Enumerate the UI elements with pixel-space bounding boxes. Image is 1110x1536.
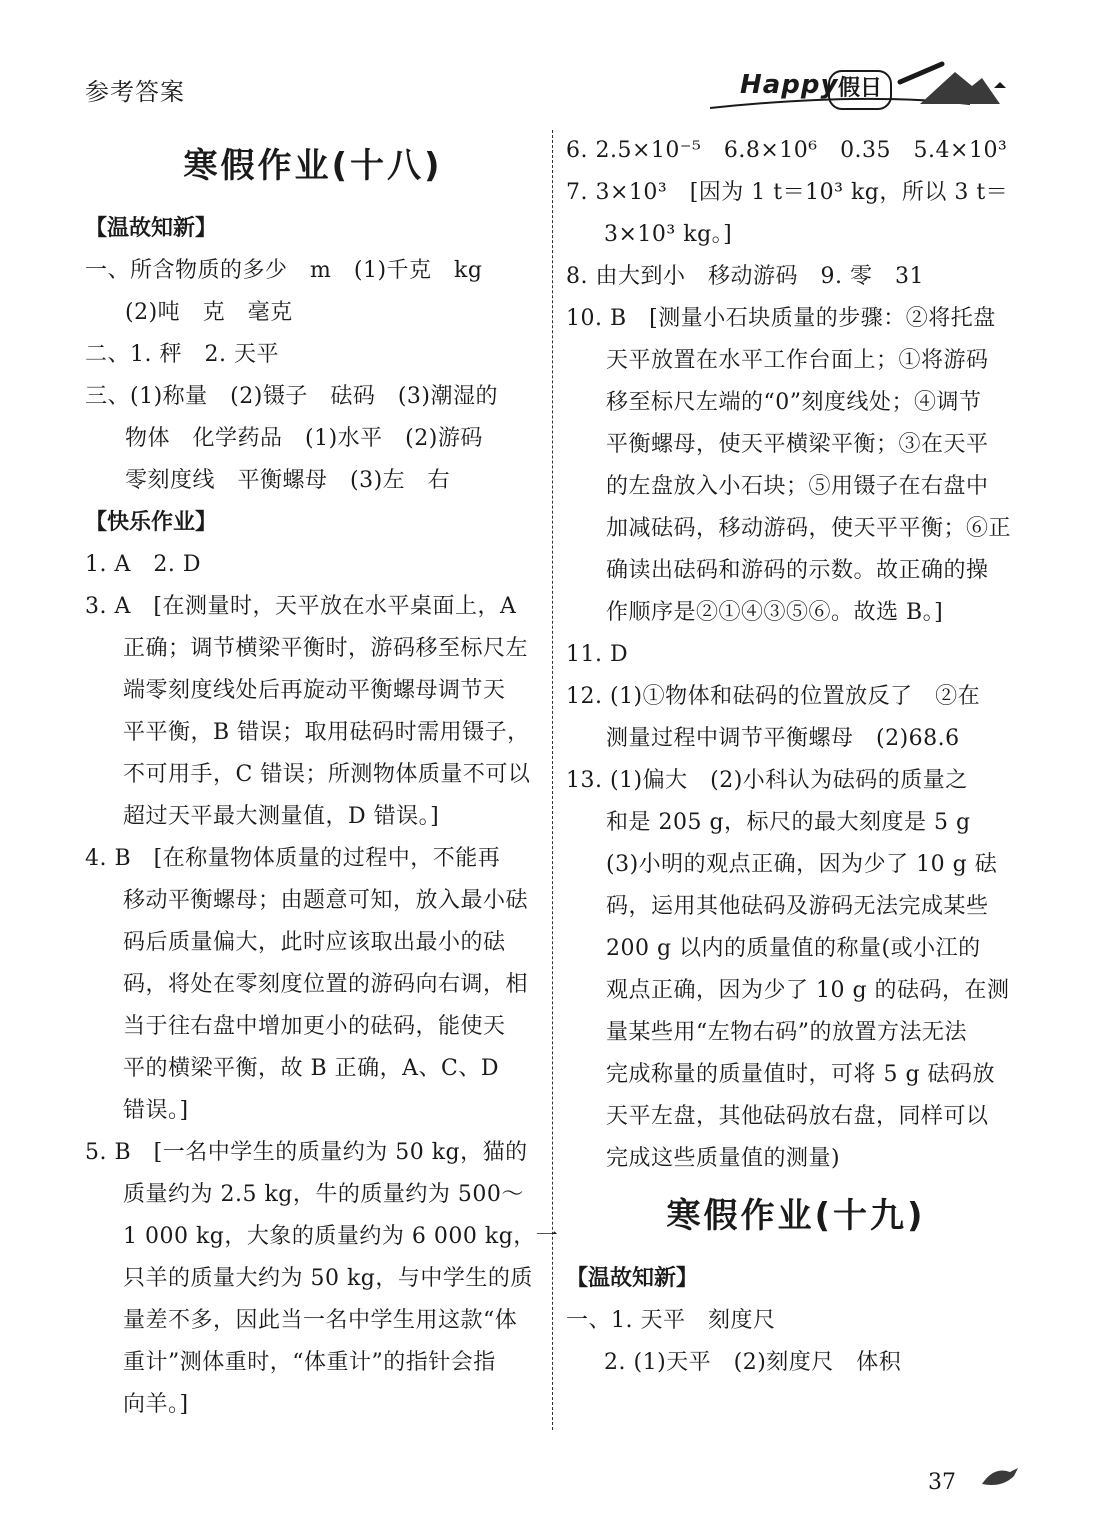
section-heading: 【快乐作业】 (85, 510, 218, 535)
answer-line: 6. 2.5×10⁻⁵ 6.8×10⁶ 0.35 5.4×10³ (566, 138, 1008, 163)
answer-line: 作顺序是②①④③⑤⑥。故选 B。] (606, 600, 944, 625)
answer-line: 200 g 以内的质量值的称量(或小江的 (606, 936, 981, 961)
section-title: 寒假作业(十八) (183, 146, 443, 186)
answer-line: 确读出砝码和游码的示数。故正确的操 (606, 558, 989, 583)
answer-line: 的左盘放入小石块；⑤用镊子在右盘中 (606, 474, 989, 499)
section-title: 寒假作业(十九) (666, 1196, 926, 1236)
answer-line: 三、(1)称量 (2)镊子 砝码 (3)潮湿的 (85, 384, 498, 409)
answer-line: 码，将处在零刻度位置的游码向右调，相 (123, 972, 529, 997)
answer-line: 测量过程中调节平衡螺母 (2)68.6 (606, 726, 960, 751)
answer-line: 超过天平最大测量值，D 错误。] (123, 804, 440, 829)
answer-line: 正确；调节横梁平衡时，游码移至标尺左 (123, 636, 529, 661)
answer-line: 1. A 2. D (85, 552, 201, 577)
answer-line: 天平左盘，其他砝码放右盘，同样可以 (606, 1104, 989, 1129)
answer-line: 零刻度线 平衡螺母 (3)左 右 (125, 468, 451, 493)
answer-line: 移动平衡螺母；由题意可知，放入最小砝 (123, 888, 529, 913)
answer-line: 质量约为 2.5 kg，牛的质量约为 500～ (123, 1182, 524, 1207)
answer-line: 11. D (566, 642, 629, 667)
answer-line: 只羊的质量大约为 50 kg，与中学生的质 (123, 1266, 533, 1291)
right-column (566, 130, 1026, 1384)
header-label: 参考答案 (85, 78, 185, 106)
answer-line: 完成称量的质量值时，可将 5 g 砝码放 (606, 1062, 996, 1087)
answer-line: 4. B [在称量物体质量的过程中，不能再 (85, 846, 501, 871)
answer-line: 2. (1)天平 (2)刻度尺 体积 (604, 1350, 902, 1375)
answer-line: 平平衡，B 错误；取用砝码时需用镊子， (123, 720, 530, 745)
answer-line: 当于往右盘中增加更小的砝码，能使天 (123, 1014, 506, 1039)
logo-badge: 假日 (828, 70, 892, 110)
answer-line: 平衡螺母，使天平横梁平衡；③在天平 (606, 432, 989, 457)
answer-line: 码后质量偏大，此时应该取出最小的砝 (123, 930, 506, 955)
answer-line: 5. B [一名中学生的质量约为 50 kg，猫的 (85, 1140, 528, 1165)
answer-line: 平的横梁平衡，故 B 正确，A、C、D (123, 1056, 500, 1081)
answer-line: 1 000 kg，大象的质量约为 6 000 kg，一 (123, 1224, 559, 1249)
answer-line: 完成这些质量值的测量) (606, 1146, 841, 1171)
left-column (85, 130, 559, 1426)
page-number: 37 (928, 1470, 956, 1495)
answer-line: 二、1. 秤 2. 天平 (85, 342, 279, 367)
answer-line: 向羊。] (123, 1392, 189, 1417)
answer-line: (2)吨 克 毫克 (125, 300, 293, 325)
answer-line: 3. A [在测量时，天平放在水平桌面上，A (85, 594, 517, 619)
answer-line: 加减砝码，移动游码，使天平平衡；⑥正 (606, 516, 1012, 541)
answer-line: 和是 205 g，标尺的最大刻度是 5 g (606, 810, 971, 835)
answer-line: 天平放置在水平工作台面上；①将游码 (606, 348, 989, 373)
answer-line: 物体 化学药品 (1)水平 (2)游码 (125, 426, 483, 451)
answer-line: 码，运用其他砝码及游码无法完成某些 (606, 894, 989, 919)
answer-line: 量某些用“左物右码”的放置方法无法 (606, 1020, 967, 1045)
answer-line: 8. 由大到小 移动游码 9. 零 31 (566, 264, 924, 289)
bird-icon (980, 1462, 1020, 1492)
section-heading: 【温故知新】 (566, 1266, 699, 1291)
answer-line: 量差不多，因此当一名中学生用这款“体 (123, 1308, 518, 1333)
answer-line: 移至标尺左端的“0”刻度线处；④调节 (606, 390, 982, 415)
answer-line: 10. B [测量小石块质量的步骤：②将托盘 (566, 306, 996, 331)
answer-line: 7. 3×10³ [因为 1 t＝10³ kg，所以 3 t＝ (566, 180, 1009, 205)
answer-line: 错误。] (123, 1098, 189, 1123)
answer-line: 不可用手，C 错误；所测物体质量不可以 (123, 762, 531, 787)
happy-holiday-logo (710, 52, 1010, 114)
answer-line: 一、1. 天平 刻度尺 (566, 1308, 776, 1333)
answer-line: 一、所含物质的多少 m (1)千克 kg (85, 258, 483, 283)
answer-line: (3)小明的观点正确，因为少了 10 g 砝 (606, 852, 998, 877)
answer-line: 重计”测体重时，“体重计”的指针会指 (123, 1350, 496, 1375)
answer-line: 观点正确，因为少了 10 g 的砝码，在测 (606, 978, 1010, 1003)
answer-line: 12. (1)①物体和砝码的位置放反了 ②在 (566, 684, 981, 709)
section-heading: 【温故知新】 (85, 216, 218, 241)
answer-line: 端零刻度线处后再旋动平衡螺母调节天 (123, 678, 506, 703)
logo-text: Happy (740, 70, 839, 100)
answer-line: 3×10³ kg。] (604, 222, 733, 247)
answer-line: 13. (1)偏大 (2)小科认为砝码的质量之 (566, 768, 968, 793)
